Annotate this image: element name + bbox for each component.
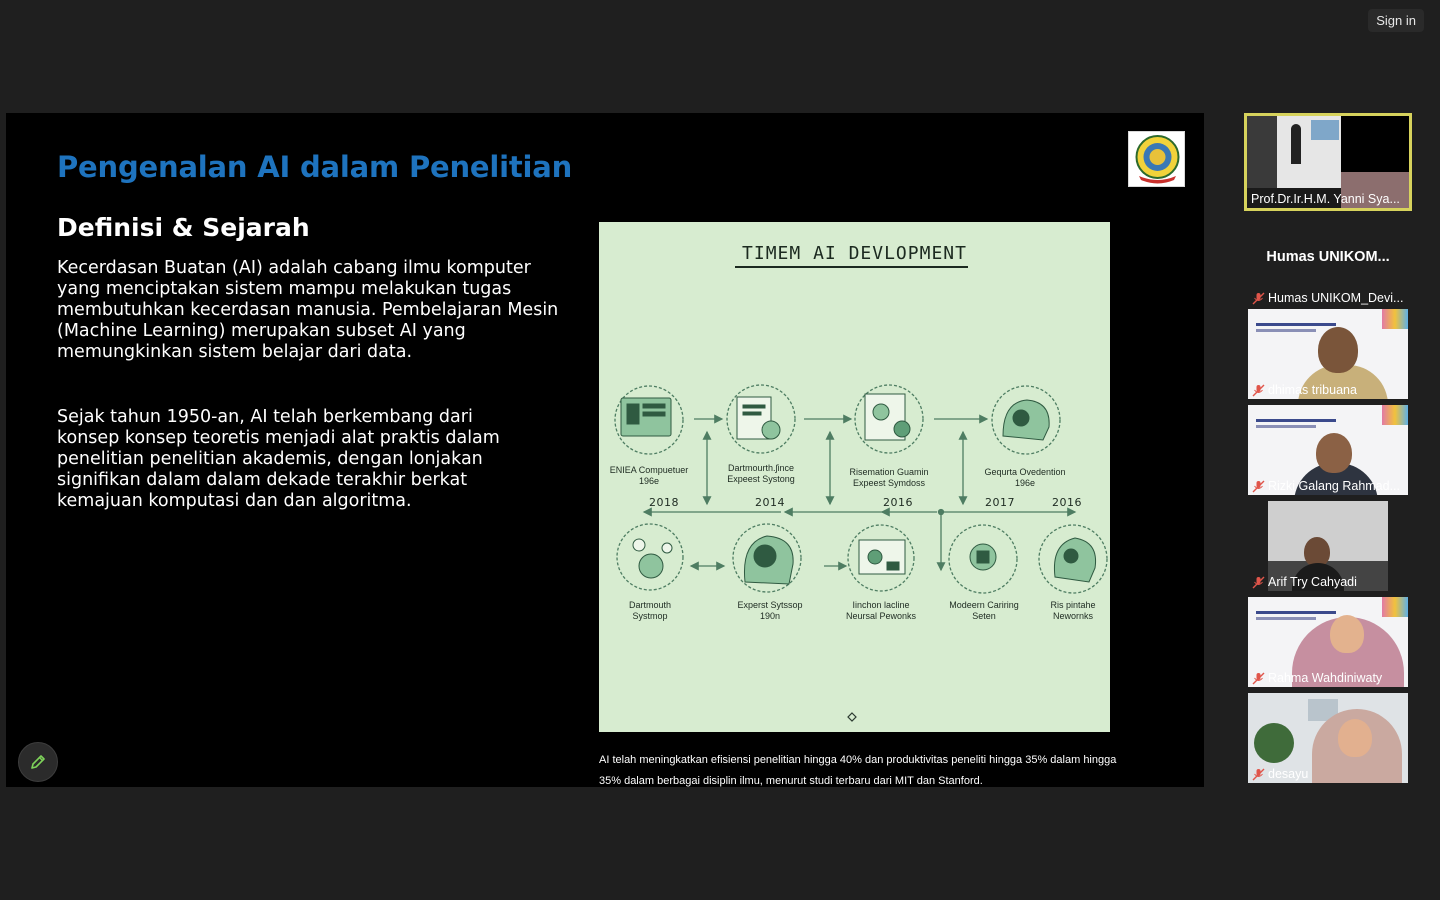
participant-name: Rizki Galang Rahmad... [1268,479,1401,493]
annotate-pencil-button[interactable] [18,742,58,782]
mic-off-icon [1252,292,1265,305]
mic-off-icon [1252,576,1265,589]
timeline-title: TIMEM AI DEVLOPMENT [742,243,967,264]
participant-name: Rahma Wahdiniwaty [1268,671,1383,685]
university-logo [1128,131,1185,187]
top-node-3-label: Risemation Guamin Expeest Symdoss [849,467,929,488]
participant-name: Prof.Dr.Ir.H.M. Yanni Sya... [1251,192,1400,206]
year-label: 2014 [755,496,785,509]
participant-name: desayu [1268,767,1309,781]
slide-subheading: Definisi & Sejarah [57,213,310,242]
mic-off-icon [1252,480,1265,493]
participant-name-row [1252,383,1357,397]
participant-tile[interactable] [1248,597,1408,687]
slide-paragraph-definition: Kecerdasan Buatan (AI) adalah cabang ilmu komputer yang menciptakan sistem mampu melakukan tugas membutuhkan kecerdasan manusia. Pembelajaran Mesin (Machine Learning) merupakan subset AI yang memungkinkan sistem belajar dari data. [57,258,559,362]
year-label: 2016 [1052,496,1082,509]
participant-tile[interactable] [1248,693,1408,783]
slide-title: Pengenalan AI dalam Penelitian [57,150,573,184]
slide-paragraph-history: Sejak tahun 1950-an, AI telah berkembang dari konsep konsep teoretis menjadi alat praktis dalam penelitian penelitian akademis, dengan lonjakan signifikan dalam dalam dekade terakhir berkat kemajuan komputasi dan dan algoritma. [57,407,500,511]
participant-tile-active[interactable] [1244,113,1412,211]
participant-display-name: Humas UNIKOM... [1266,249,1390,265]
participant-name-row [1252,575,1357,589]
timeline-title-underline [735,266,968,268]
participant-name: dhimas tribuana [1268,383,1357,397]
mic-off-icon [1252,384,1265,397]
year-label: 2017 [985,496,1015,509]
slide-caption: AI telah meningkatkan efisiensi penelitian hingga 40% dan produktivitas peneliti hingga 35% dalam hingga 35% dalam berbagai disiplin ilmu, menurut studi terbaru dari MIT dan Stanford. [599,754,1117,787]
participant-tile[interactable] [1248,309,1408,399]
bottom-node-1-label: Dartmouth Systmop [628,600,672,621]
participant-tile[interactable] [1248,501,1408,591]
bottom-node-2-label: Experst Sytssop 190n [737,600,803,621]
sign-in-button[interactable]: Sign in [1368,9,1424,32]
mic-off-icon [1252,672,1265,685]
top-node-1-label: ENIEA Compuetuer 196e [609,465,689,486]
ai-timeline-infographic [599,222,1110,732]
bottom-node-5-label: Ris pintahe Newornks [1050,600,1096,621]
mic-off-icon [1252,768,1265,781]
year-label: 2018 [649,496,679,509]
shared-screen-slide [6,113,1204,787]
participant-tile[interactable] [1248,405,1408,495]
participant-name-row [1252,767,1308,781]
participant-name: Arif Try Cahyadi [1268,575,1357,589]
top-node-2-label: Dartmourth.ʃince Expeest Systong [727,463,795,484]
year-label: 2016 [883,496,913,509]
bottom-node-3-label: Iinchon lacline Neursal Pewonks [845,600,917,621]
top-node-4-label: Gequrta Ovedention 196e [984,467,1066,488]
pencil-icon [29,753,47,771]
participant-name-row [1252,291,1403,305]
video-presentation-room [1247,116,1341,188]
participant-name-row [1252,479,1400,493]
participant-name: Humas UNIKOM_Devi... [1268,291,1404,305]
bottom-node-4-label: Modeern Cariring Seten [949,600,1019,621]
participant-name-row [1252,671,1382,685]
participant-tile[interactable] [1248,217,1408,307]
